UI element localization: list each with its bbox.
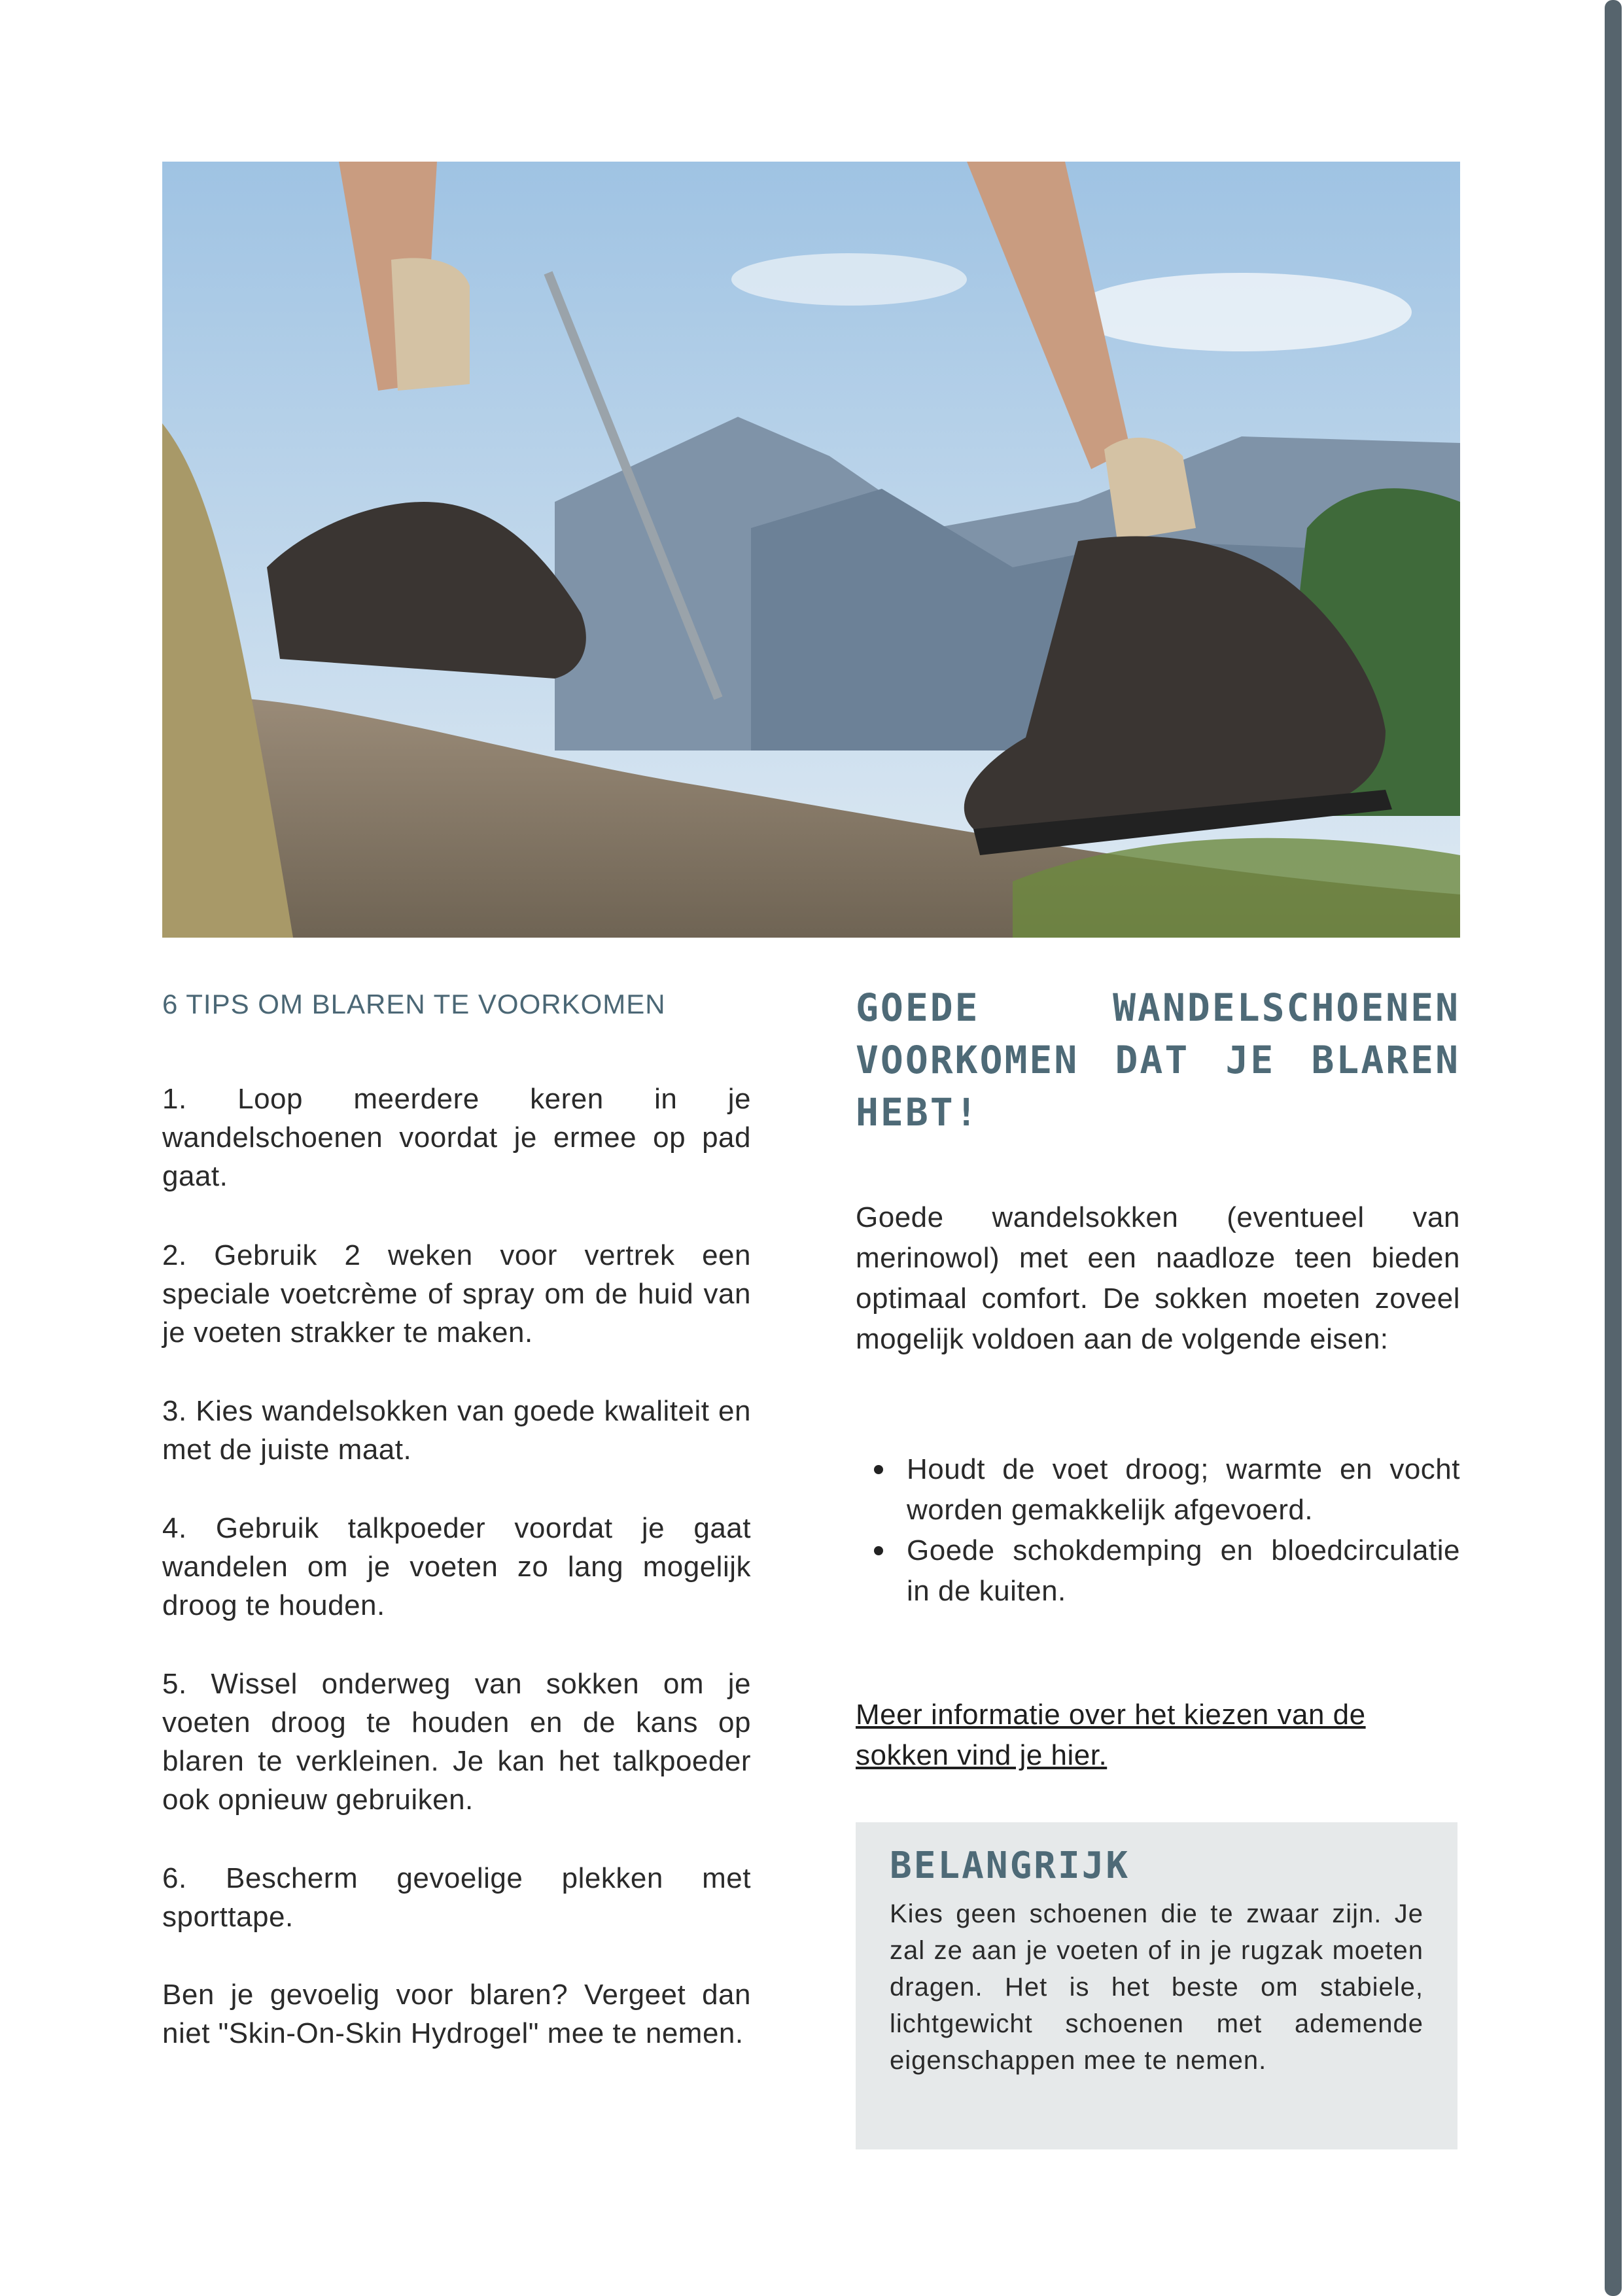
bullet-icon xyxy=(874,1465,883,1474)
scrollbar[interactable] xyxy=(1605,0,1622,2296)
callout-text: Kies geen schoenen die te zwaar zijn. Je zal ze aan je voeten of in je rugzak moeten dragen. Het is het beste om stabiele, lichtgewicht schoenen met ademende eigenschappen mee te nemen. xyxy=(890,1899,1423,2075)
hiking-boots-illustration xyxy=(162,162,1460,938)
tip-3: 3. Kies wandelsokken van goede kwaliteit en met de juiste maat. xyxy=(162,1395,751,1466)
tip-2: 2. Gebruik 2 weken voor vertrek een speciale voetcrème of spray om de huid van je voeten strakker te maken. xyxy=(162,1239,751,1349)
list-item-text: Houdt de voet droog; warmte en vocht worden gemakkelijk afgevoerd. xyxy=(907,1453,1460,1526)
callout-title: BELANGRIJK xyxy=(890,1845,1130,1887)
section-heading: GOEDE WANDELSCHOENEN VOORKOMEN DAT JE BLAREN HEBT! xyxy=(856,985,1460,1135)
tips-column xyxy=(162,985,751,2049)
tip-4: 4. Gebruik talkpoeder voordat je gaat wandelen om je voeten zo lang mogelijk droog te houden. xyxy=(162,1512,751,1621)
hydrogel-tip: Ben je gevoelig voor blaren? Vergeet dan niet "Skin-On-Skin Hydrogel" mee te nemen. xyxy=(162,1979,751,2049)
hero-photo xyxy=(162,162,1460,938)
list-item-text: Goede schokdemping en bloedcirculatie in de kuiten. xyxy=(907,1534,1460,1607)
tip-6: 6. Bescherm gevoelige plekken met sporttape. xyxy=(162,1862,751,1933)
bullet-icon xyxy=(874,1546,883,1555)
intro-paragraph: Goede wandelsokken (eventueel van merinowol) met een naadloze teen bieden optimaal comfort. De sokken moeten zoveel mogelijk voldoen aan de volgende eisen: xyxy=(856,1201,1460,1355)
list-item xyxy=(856,1449,1460,1530)
tip-5: 5. Wissel onderweg van sokken om je voeten droog te houden en de kans op blaren te verkleinen. Je kan het talkpoeder ook opnieuw gebruiken. xyxy=(162,1668,751,1816)
tip-1: 1. Loop meerdere keren in je wandelschoenen voordat je ermee op pad gaat. xyxy=(162,1083,751,1192)
tips-title: 6 TIPS OM BLAREN TE VOORKOMEN xyxy=(162,989,666,1019)
requirements-list xyxy=(856,1449,1460,1612)
boots-column xyxy=(856,981,1460,2075)
list-item xyxy=(856,1530,1460,1612)
sock-info-link[interactable]: Meer informatie over het kiezen van de sokken vind je hier. xyxy=(856,1699,1366,1771)
important-callout xyxy=(856,1822,1457,2149)
